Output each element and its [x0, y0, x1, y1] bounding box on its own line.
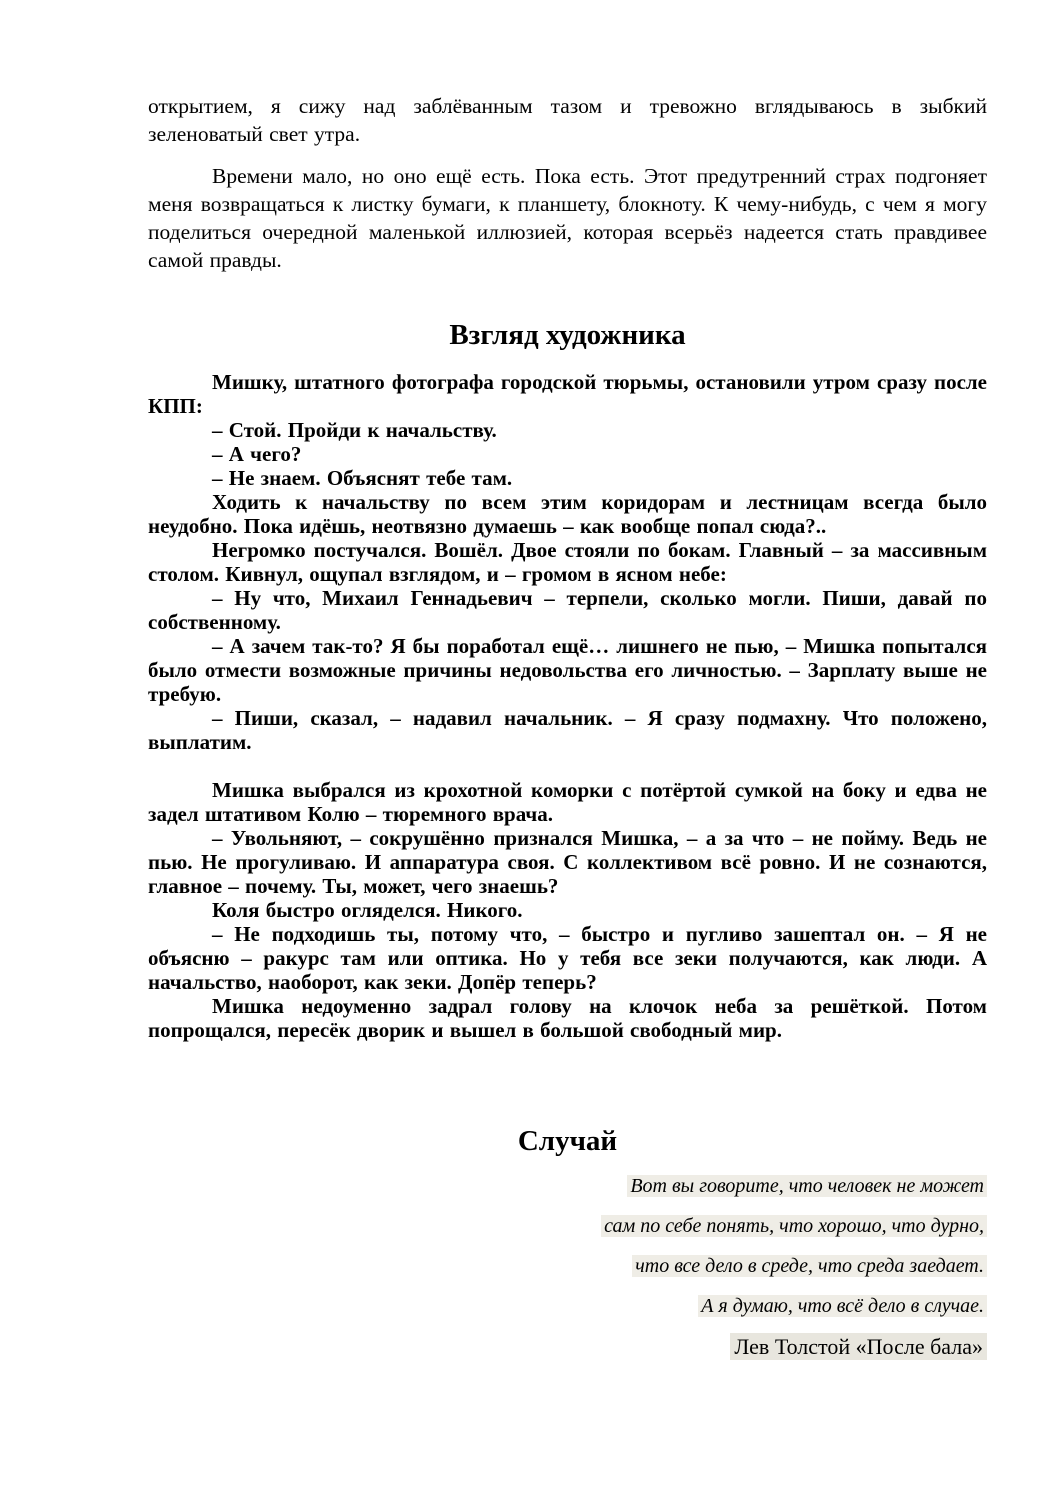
story-paragraph: Коля быстро огляделся. Никого.: [212, 898, 523, 922]
epigraph: [148, 1174, 987, 1360]
epigraph-line: [148, 1254, 987, 1278]
epigraph-line: [148, 1174, 987, 1198]
story-paragraph: – А зачем так-то? Я бы поработал ещё… лишнего не пью, – Мишка попытался было отмести возможные причины недовольства его личностью. – Зарплату выше не требую.: [148, 634, 987, 706]
story-paragraph: Негромко постучался. Вошёл. Двое стояли по бокам. Главный – за массивным столом. Кивнул, ощупал взглядом, и – громом в ясном небе:: [148, 538, 987, 586]
story-title-artist-view: Взгляд художника: [449, 319, 686, 351]
epigraph-line: [148, 1294, 987, 1318]
epigraph-line-text: Вот вы говорите, что человек не может: [627, 1175, 987, 1197]
story-paragraph: Мишку, штатного фотографа городской тюрьмы, остановили утром сразу после КПП:: [148, 370, 987, 418]
story-paragraph: Мишка недоуменно задрал голову на клочок неба за решёткой. Потом попрощался, пересёк дворик и вышел в большой свободный мир.: [148, 994, 987, 1042]
epigraph-line-text: что все дело в среде, что среда заедает.: [632, 1255, 987, 1277]
story-paragraph: – Ну что, Михаил Геннадьевич – терпели, сколько могли. Пиши, давай по собственному.: [148, 586, 987, 634]
story-paragraph: – Увольняют, – сокрушённо признался Мишка, – а за что – не пойму. Ведь не пью. Не прогуливаю. И аппаратура своя. С коллективом всё ровно. И не сознаются, главное – почему. Ты, может, чего знаешь?: [148, 826, 987, 898]
story-paragraph: – А чего?: [212, 442, 302, 466]
story-paragraph: – Не подходишь ты, потому что, – быстро и пугливо зашептал он. – Я не объясню – ракурс там или оптика. Но у тебя все зеки получаются, как люди. А начальство, наоборот, как зеки. Допёр теперь?: [148, 922, 987, 994]
story-title-case: Случай: [517, 1125, 618, 1157]
epigraph-line: [148, 1214, 987, 1238]
epigraph-attribution-text: Лев Толстой «После бала»: [730, 1333, 987, 1360]
story-paragraph: Ходить к начальству по всем этим коридорам и лестницам всегда было неудобно. Пока идёшь, неотвязно думаешь – как вообще попал сюда?..: [148, 490, 987, 538]
story-paragraph: – Не знаем. Объяснят тебе там.: [212, 466, 513, 490]
story-paragraph: – Стой. Пройди к начальству.: [212, 418, 497, 442]
story-paragraph: Мишка выбрался из крохотной коморки с потёртой сумкой на боку и едва не задел штативом Колю – тюремного врача.: [148, 778, 987, 826]
epigraph-line-text: А я думаю, что всё дело в случае.: [698, 1295, 987, 1317]
intro-paragraph: открытием, я сижу над заблёванным тазом и тревожно вглядываюсь в зыбкий зеленоватый свет утра.: [148, 94, 987, 146]
epigraph-attribution: [148, 1334, 987, 1360]
story-paragraph: – Пиши, сказал, – надавил начальник. – Я сразу подмахну. Что положено, выплатим.: [148, 706, 987, 754]
epigraph-line-text: сам по себе понять, что хорошо, что дурно,: [601, 1215, 987, 1237]
intro-paragraph: Времени мало, но оно ещё есть. Пока есть. Этот предутренний страх подгоняет меня возвращаться к листку бумаги, к планшету, блокноту. К чему-нибудь, с чем я могу поделиться очередной маленькой иллюзией, которая всерьёз надеется стать правдивее самой правды.: [148, 164, 987, 272]
paragraph-break: [148, 754, 987, 778]
